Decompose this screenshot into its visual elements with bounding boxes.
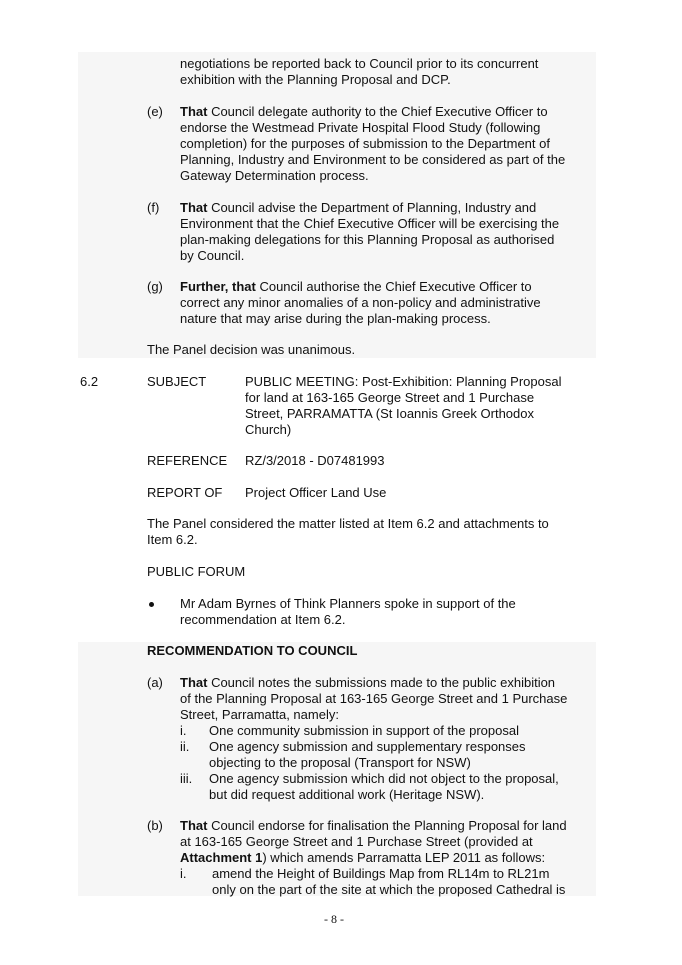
rec-b-line-2: at 163-165 George Street and 1 Purchase Street (provided at bbox=[180, 834, 533, 849]
rec-a-letter: (a) bbox=[147, 675, 163, 690]
subject-line-2: for land at 163-165 George Street and 1 Purchase bbox=[245, 390, 535, 405]
item-e-letter: (e) bbox=[147, 104, 163, 119]
rec-a-text: Council notes the submissions made to the public exhibition bbox=[207, 675, 556, 690]
recommendation-heading: RECOMMENDATION TO COUNCIL bbox=[147, 643, 358, 658]
item-e-line-5: Gateway Determination process. bbox=[180, 168, 369, 183]
considered-line-2: Item 6.2. bbox=[147, 532, 198, 547]
item-number: 6.2 bbox=[80, 374, 99, 389]
rec-b-line-3-rest: ) which amends Parramatta LEP 2011 as follows: bbox=[262, 850, 546, 865]
item-f-line-4: by Council. bbox=[180, 248, 245, 263]
item-g-letter: (g) bbox=[147, 279, 163, 294]
page-number: - 8 - bbox=[324, 912, 344, 926]
item-g-lead: Further, that bbox=[180, 279, 256, 294]
rec-b-sub-i-line-1: amend the Height of Buildings Map from RL14m to RL21m bbox=[212, 866, 550, 881]
public-forum-heading: PUBLIC FORUM bbox=[147, 564, 246, 579]
item-e-lead: That bbox=[180, 104, 208, 119]
continuation-line-2: exhibition with the Planning Proposal and DCP. bbox=[180, 72, 451, 87]
rec-b-letter: (b) bbox=[147, 818, 163, 833]
rec-b-line-1 bbox=[180, 818, 567, 834]
rec-a-sub-i-num: i. bbox=[180, 723, 187, 738]
panel-decision: The Panel decision was unanimous. bbox=[147, 342, 356, 357]
rec-b-sub-i-num: i. bbox=[180, 866, 187, 881]
item-e-line-1 bbox=[180, 104, 548, 120]
subject-line-4: Church) bbox=[245, 422, 292, 437]
rec-b-text: Council endorse for finalisation the Planning Proposal for land bbox=[207, 818, 567, 833]
rec-a-sub-iii-line-1: One agency submission which did not object to the proposal, bbox=[209, 771, 559, 786]
rec-a-line-2: of the Planning Proposal at 163-165 George Street and 1 Purchase bbox=[180, 691, 568, 706]
rec-a-sub-iii-line-2: but did request additional work (Heritage NSW). bbox=[209, 787, 485, 802]
item-e-line-2: endorse the Westmead Private Hospital Flood Study (following bbox=[180, 120, 541, 135]
item-g-line-1 bbox=[180, 279, 532, 295]
item-e-text: Council delegate authority to the Chief Executive Officer to bbox=[207, 104, 548, 119]
rec-a-sub-iii-num: iii. bbox=[180, 771, 193, 786]
report-of-value: Project Officer Land Use bbox=[245, 485, 387, 500]
considered-line-1: The Panel considered the matter listed at Item 6.2 and attachments to bbox=[147, 516, 549, 531]
subject-line-1: PUBLIC MEETING: Post-Exhibition: Planning Proposal bbox=[245, 374, 562, 389]
item-f-text: Council advise the Department of Planning, Industry and bbox=[207, 200, 537, 215]
item-f-line-3: plan-making delegations for this Planning Proposal as authorised bbox=[180, 232, 555, 247]
item-f-line-1 bbox=[180, 200, 536, 216]
item-f-letter: (f) bbox=[147, 200, 160, 215]
item-f-lead: That bbox=[180, 200, 208, 215]
item-g-text: Council authorise the Chief Executive Officer to bbox=[255, 279, 532, 294]
rec-a-line-3: Street, Parramatta, namely: bbox=[180, 707, 339, 722]
rec-b-line-3 bbox=[180, 850, 545, 866]
item-f-line-2: Environment that the Chief Executive Officer will be exercising the bbox=[180, 216, 560, 231]
reference-value: RZ/3/2018 - D07481993 bbox=[245, 453, 385, 468]
rec-a-sub-ii-line-1: One agency submission and supplementary responses bbox=[209, 739, 526, 754]
rec-a-sub-i-line-1: One community submission in support of the proposal bbox=[209, 723, 519, 738]
rec-a-line-1 bbox=[180, 675, 555, 691]
forum-line-2: recommendation at Item 6.2. bbox=[180, 612, 346, 627]
item-e-line-4: Planning, Industry and Environment to be considered as part of the bbox=[180, 152, 566, 167]
forum-line-1: Mr Adam Byrnes of Think Planners spoke in support of the bbox=[180, 596, 516, 611]
item-g-line-2: correct any minor anomalies of a non-policy and administrative bbox=[180, 295, 541, 310]
attachment-reference: Attachment 1 bbox=[180, 850, 263, 865]
rec-b-lead: That bbox=[180, 818, 208, 833]
rec-a-sub-ii-line-2: objecting to the proposal (Transport for NSW) bbox=[209, 755, 471, 770]
subject-line-3: Street, PARRAMATTA (St Ioannis Greek Orthodox bbox=[245, 406, 534, 421]
reference-label: REFERENCE bbox=[147, 453, 228, 468]
continuation-line-1: negotiations be reported back to Council prior to its concurrent bbox=[180, 56, 539, 71]
rec-b-sub-i-line-2: only on the part of the site at which the proposed Cathedral is bbox=[212, 882, 566, 897]
rec-a-sub-ii-num: ii. bbox=[180, 739, 190, 754]
item-e-line-3: completion) for the purposes of submission to the Department of bbox=[180, 136, 550, 151]
subject-label: SUBJECT bbox=[147, 374, 207, 389]
rec-a-lead: That bbox=[180, 675, 208, 690]
report-of-label: REPORT OF bbox=[147, 485, 223, 500]
bullet-icon bbox=[149, 602, 154, 607]
item-g-line-3: nature that may arise during the plan-making process. bbox=[180, 311, 491, 326]
